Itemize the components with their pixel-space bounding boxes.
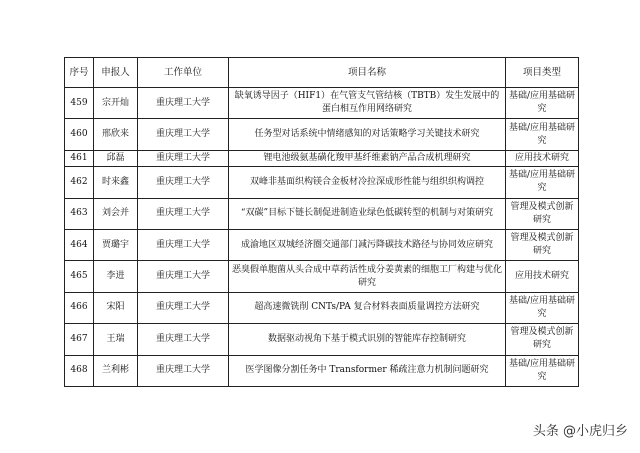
cell-unit: 重庆理工大学 — [138, 292, 229, 323]
header-type: 项目类型 — [506, 58, 579, 88]
table-row — [65, 324, 579, 355]
cell-project: 医学图像分割任务中 Transformer 稀疏注意力机制问题研究 — [229, 355, 506, 386]
cell-no: 462 — [65, 167, 94, 198]
table-row — [65, 119, 579, 150]
cell-type: 基础/应用基础研究 — [506, 88, 579, 119]
cell-no: 463 — [65, 198, 94, 229]
table-row — [65, 150, 579, 166]
cell-no: 461 — [65, 150, 94, 166]
table-row — [65, 261, 579, 292]
cell-unit: 重庆理工大学 — [138, 150, 229, 166]
cell-applicant: 刘会并 — [94, 198, 138, 229]
cell-type: 基础/应用基础研究 — [506, 355, 579, 386]
header-unit: 工作单位 — [138, 58, 229, 88]
cell-type: 基础/应用基础研究 — [506, 119, 579, 150]
watermark-text: 头条 @小虎归乡 — [532, 424, 628, 439]
cell-applicant: 李进 — [94, 261, 138, 292]
cell-unit: 重庆理工大学 — [138, 261, 229, 292]
cell-project: 双峰非基面织构镁合金板材冷拉深成形性能与组织织构调控 — [229, 167, 506, 198]
header-applicant: 申报人 — [94, 58, 138, 88]
cell-unit: 重庆理工大学 — [138, 167, 229, 198]
cell-no: 460 — [65, 119, 94, 150]
cell-no: 467 — [65, 324, 94, 355]
cell-project: 任务型对话系统中情绪感知的对话策略学习关键技术研究 — [229, 119, 506, 150]
header-no: 序号 — [65, 58, 94, 88]
cell-no: 466 — [65, 292, 94, 323]
cell-project: 成渝地区双城经济圈交通部门减污降碳技术路径与协同效应研究 — [229, 229, 506, 260]
cell-unit: 重庆理工大学 — [138, 198, 229, 229]
cell-project: 数据驱动视角下基于模式识别的智能库存控制研究 — [229, 324, 506, 355]
cell-applicant: 王瑞 — [94, 324, 138, 355]
table-row — [65, 198, 579, 229]
cell-no: 459 — [65, 88, 94, 119]
cell-type: 基础/应用基础研究 — [506, 292, 579, 323]
cell-project: 超高速微铣削 CNTs/PA 复合材料表面质量调控方法研究 — [229, 292, 506, 323]
cell-project: “双碳”目标下链长制促进制造业绿色低碳转型的机制与对策研究 — [229, 198, 506, 229]
cell-unit: 重庆理工大学 — [138, 355, 229, 386]
cell-applicant: 兰利彬 — [94, 355, 138, 386]
table-row — [65, 229, 579, 260]
cell-unit: 重庆理工大学 — [138, 229, 229, 260]
cell-type: 基础/应用基础研究 — [506, 167, 579, 198]
cell-project: 缺氧诱导因子（HIF1）在气管支气管结核（TBTB）发生发展中的蛋白相互作用网络研究 — [229, 88, 506, 119]
cell-applicant: 宋阳 — [94, 292, 138, 323]
header-project: 项目名称 — [229, 58, 506, 88]
cell-no: 464 — [65, 229, 94, 260]
cell-applicant: 邢欣来 — [94, 119, 138, 150]
table-row — [65, 355, 579, 386]
table-header-row — [65, 58, 579, 88]
table-row — [65, 292, 579, 323]
cell-type: 管理及模式创新研究 — [506, 198, 579, 229]
cell-project: 恶臭假单胞菌从头合成中草药活性成分姜黄素的细胞工厂构建与优化研究 — [229, 261, 506, 292]
cell-unit: 重庆理工大学 — [138, 88, 229, 119]
cell-type: 应用技术研究 — [506, 261, 579, 292]
cell-type: 应用技术研究 — [506, 150, 579, 166]
cell-applicant: 贾璐宇 — [94, 229, 138, 260]
cell-type: 管理及模式创新研究 — [506, 324, 579, 355]
cell-unit: 重庆理工大学 — [138, 324, 229, 355]
cell-type: 管理及模式创新研究 — [506, 229, 579, 260]
table-row — [65, 88, 579, 119]
cell-no: 465 — [65, 261, 94, 292]
cell-applicant: 时来鑫 — [94, 167, 138, 198]
cell-no: 468 — [65, 355, 94, 386]
project-table — [64, 57, 579, 387]
cell-applicant: 邱磊 — [94, 150, 138, 166]
cell-project: 锂电池级氨基磺化羧甲基纤维素钠产品合成机理研究 — [229, 150, 506, 166]
cell-applicant: 宗开灿 — [94, 88, 138, 119]
table-row — [65, 167, 579, 198]
cell-unit: 重庆理工大学 — [138, 119, 229, 150]
